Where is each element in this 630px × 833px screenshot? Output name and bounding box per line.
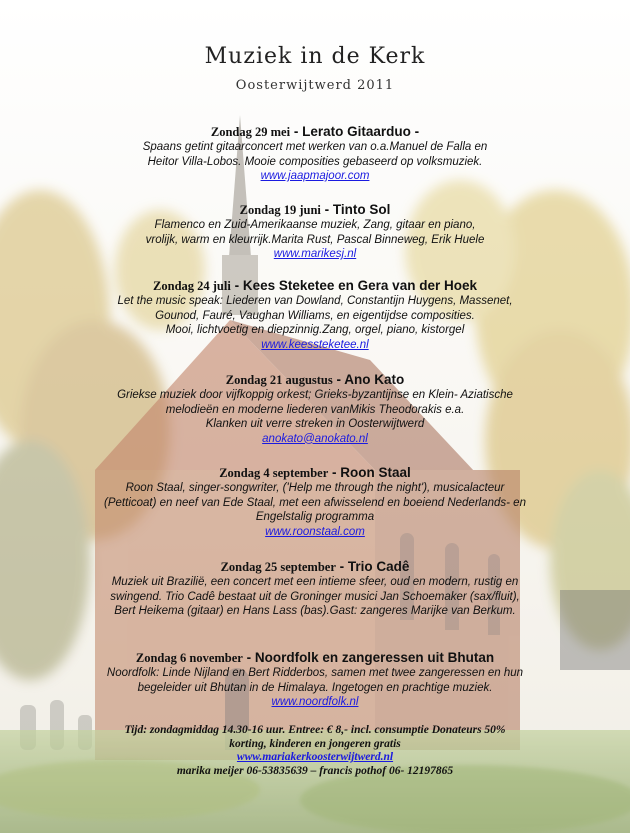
event-block	[60, 278, 570, 352]
event-description: Roon Staal, singer-songwriter, ('Help me through the night'), musicalacteur	[125, 482, 505, 494]
event-heading	[60, 124, 570, 140]
event-date: Zondag 21 augustus	[225, 373, 333, 387]
event-description: Klanken uit verre streken in Oosterwijtwerd	[205, 418, 425, 430]
event-description: Muziek uit Brazilië, een concert met een intieme sfeer, oud en modern, rustig en	[111, 576, 519, 588]
poster-subtitle: Oosterwijtwerd 2011	[235, 78, 395, 93]
event-separator: -	[335, 559, 348, 574]
event-performer: Kees Steketee en Gera van der Hoek	[242, 278, 477, 293]
event-separator: -	[320, 202, 333, 217]
event-date: Zondag 24 juli	[153, 279, 231, 293]
footer-contacts: marika meijer 06-53835639 – francis pothof 06- 12197865	[176, 764, 454, 777]
poster-title: Muziek in de Kerk	[204, 44, 426, 69]
event-date: Zondag 25 september	[220, 560, 336, 574]
footer-info	[60, 724, 570, 778]
event-performer: Ano Kato	[344, 372, 405, 387]
event-description: Noordfolk: Linde Nijland en Bert Ridderbos, samen met twee zangeressen en hun	[106, 667, 524, 679]
event-performer: Roon Staal	[340, 465, 411, 480]
event-link[interactable]: www.roonstaal.com	[265, 525, 365, 538]
event-description: vrolijk, warm en kleurrijk.Marita Rust, Pascal Binneweg, Erik Huele	[145, 233, 485, 246]
footer-discount: korting, kinderen en jongeren gratis	[229, 737, 401, 750]
event-description: Flamenco en Zuid-Amerikaanse muziek, Zang, gitaar en piano,	[154, 219, 476, 231]
event-link[interactable]: www.noordfolk.nl	[271, 696, 359, 708]
event-block	[60, 124, 570, 184]
event-separator: -	[332, 372, 345, 387]
event-block	[60, 559, 570, 619]
event-performer: Lerato Gitaarduo -	[302, 124, 420, 139]
event-description: Let the music speak: Liederen van Dowland, Constantijn Huygens, Massenet,	[117, 295, 513, 307]
event-description: Mooi, lichtvoetig en diepzinnig.Zang, orgel, piano, kistorgel	[165, 324, 465, 336]
event-heading	[60, 278, 570, 294]
footer-website-link[interactable]: www.mariakerkoosterwijtwerd.nl	[236, 751, 394, 763]
event-separator: -	[290, 124, 303, 139]
event-description: Bert Heikema (gitaar) en Hans Lass (bas).Gast: zangeres Marijke van Berkum.	[114, 605, 516, 617]
event-date: Zondag 19 juni	[239, 203, 321, 217]
event-performer: Trio Cadê	[347, 559, 410, 574]
event-block	[60, 465, 570, 539]
event-performer: Noordfolk en zangeressen uit Bhutan	[254, 650, 495, 665]
event-date: Zondag 6 november	[135, 651, 243, 665]
event-date: Zondag 29 mei	[210, 125, 291, 139]
event-description: begeleider uit Bhutan in de Himalaya. Ingetogen en prachtige muziek.	[137, 681, 493, 694]
event-link[interactable]: www.jaapmajoor.com	[260, 170, 370, 182]
event-performer: Tinto Sol	[332, 202, 391, 217]
event-description: Heitor Villa-Lobos. Mooie composities gebaseerd op volksmuziek.	[147, 155, 483, 168]
event-heading	[60, 202, 570, 218]
event-description: swingend. Trio Cadê bestaat uit de Groninger musici Jan Schoemaker (sax/fluit),	[110, 590, 520, 603]
footer-time-entree: Tijd: zondagmiddag 14.30-16 uur. Entree: € 8,- incl. consumptie Donateurs 50%	[124, 724, 506, 736]
event-description: Spaans getint gitaarconcert met werken van o.a.Manuel de Falla en	[142, 141, 488, 153]
event-link[interactable]: www.marikesj.nl	[273, 248, 357, 260]
event-description: (Petticoat) en neef van Ede Staal, met een afwisselend en boeiend Nederlands- en	[104, 496, 526, 509]
event-description: Gounod, Fauré, Vaughan Williams, en eigentijdse composities.	[155, 309, 475, 322]
event-separator: -	[230, 278, 243, 293]
event-description: melodieën en moderne liederen vanMikis Theodorakis e.a.	[165, 403, 465, 416]
event-separator: -	[328, 465, 341, 480]
event-block	[60, 650, 570, 710]
event-block	[60, 372, 570, 446]
event-description: Griekse muziek door vijfkoppig orkest; Grieks-byzantijnse en Klein- Aziatische	[117, 389, 513, 401]
event-date: Zondag 4 september	[219, 466, 329, 480]
event-link[interactable]: www.keessteketee.nl	[261, 338, 369, 351]
event-email-link[interactable]: anokato@anokato.nl	[262, 432, 368, 445]
event-heading	[60, 559, 570, 575]
event-description: Engelstalig programma	[255, 511, 375, 523]
event-heading	[60, 465, 570, 481]
event-block	[60, 202, 570, 262]
event-heading	[60, 650, 570, 666]
event-separator: -	[242, 650, 255, 665]
event-heading	[60, 372, 570, 388]
